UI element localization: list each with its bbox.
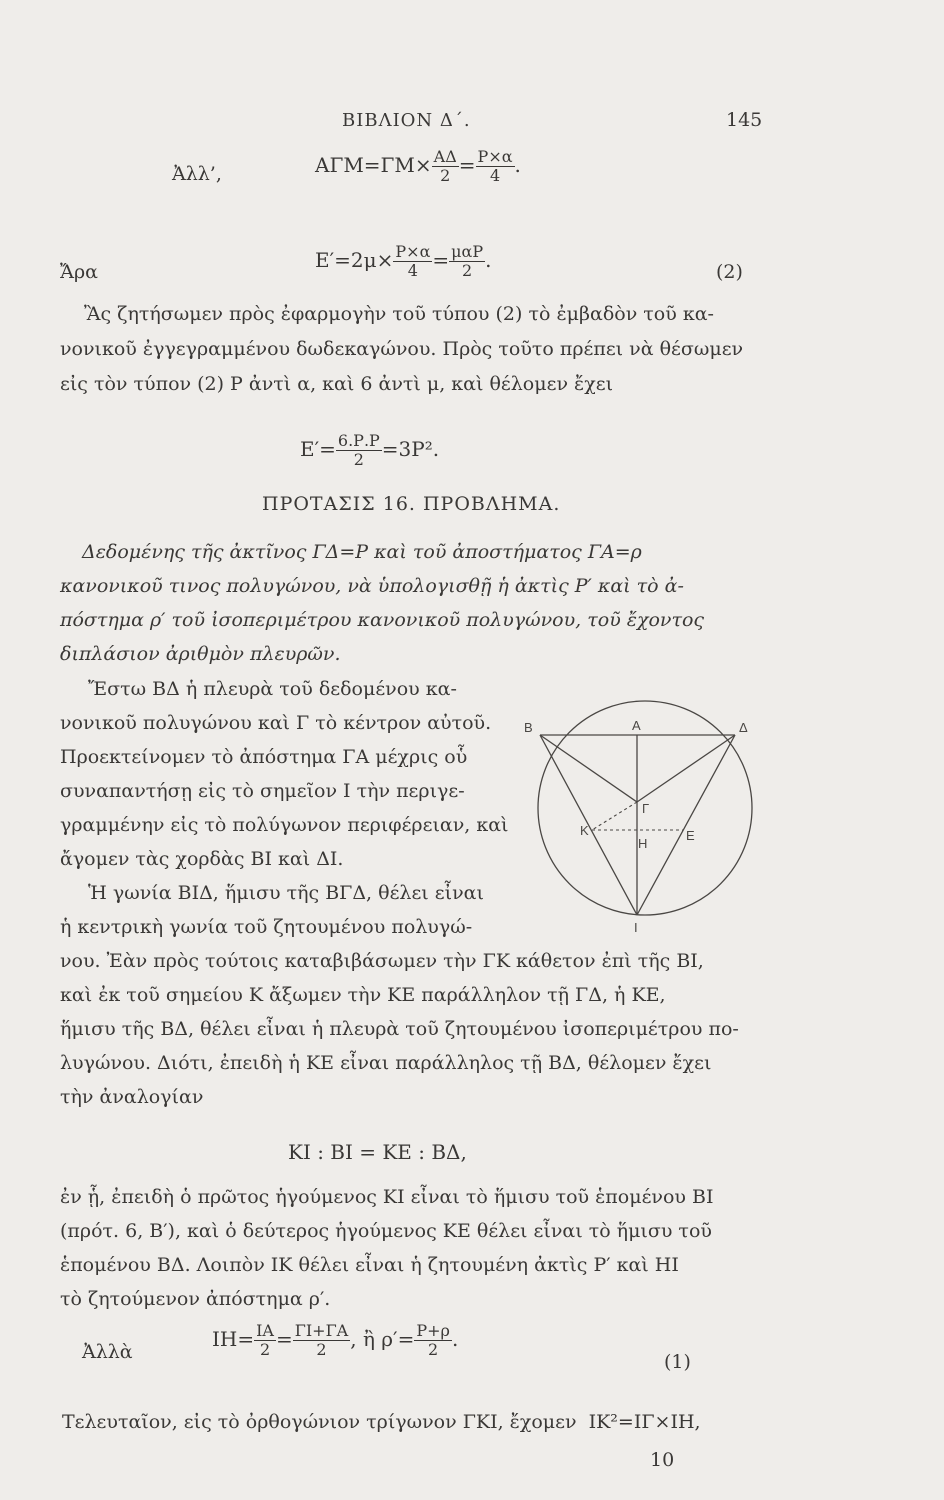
p1-line-3: εἰς τὸν τύπον (2) Ρ ἀντὶ α, καὶ 6 ἀντὶ μ, καὶ θέλομεν ἔχει [60, 373, 614, 395]
p3-line-4: καὶ ἐκ τοῦ σημείου Κ ἄξωμεν τὴν ΚΕ παράλληλον τῇ ΓΔ, ἡ ΚΕ, [60, 984, 666, 1006]
paragraph-4 [60, 1180, 713, 1316]
problem-line-2: κανονικοῦ τινος πολυγώνου, νὰ ὑπολογισθῇ ἡ ἀκτὶς Ρ′ καὶ τὸ ἀ- [60, 575, 684, 597]
eq2-f2-num: μαΡ [451, 242, 484, 261]
eq2-f2-den: 2 [462, 261, 473, 280]
eq1-mid: = [458, 153, 476, 177]
p4-line-3: ἑπομένου ΒΔ. Λοιπὸν ΙΚ θέλει εἶναι ἡ ζητουμένη ἀκτὶς Ρ′ καὶ ΗΙ [60, 1254, 679, 1276]
equation-3 [300, 432, 439, 469]
eq2-fraction-2 [449, 243, 485, 280]
eq5-label: Ἀλλὰ [82, 1341, 133, 1363]
label-G: Γ [642, 801, 650, 816]
p4-line-1: ἐν ᾗ, ἐπειδὴ ὁ πρῶτος ἡγούμενος ΚΙ εἶναι τὸ ἥμισυ τοῦ ἑπομένου ΒΙ [60, 1186, 714, 1208]
eq5-f3-num: Ρ+ρ [416, 1321, 450, 1340]
p2-line-3: Προεκτείνομεν τὸ ἀπόστημα ΓΑ μέχρις οὗ [60, 746, 468, 768]
p3-line-5: ἥμισυ τῆς ΒΔ, θέλει εἶναι ἡ πλευρὰ τοῦ ζητουμένου ἰσοπεριμέτρου πο- [60, 1018, 739, 1040]
eq3-lhs: Ε′= [300, 437, 336, 461]
eq1-end: . [514, 153, 521, 177]
eq2-f1-den: 4 [407, 261, 418, 280]
paragraph-2 [60, 672, 509, 876]
paragraph-1 [60, 297, 743, 402]
eq5-mid2: , ἢ ρ′= [350, 1327, 415, 1351]
eq3-rhs: =3Ρ². [381, 437, 440, 461]
p3-line-2: ἡ κεντρικὴ γωνία τοῦ ζητουμένου πολυγώ- [60, 916, 473, 938]
label-K: Κ [580, 823, 589, 838]
eq5-tag: (1) [664, 1351, 691, 1373]
eq5-f1-den: 2 [259, 1340, 271, 1359]
eq5-end: . [451, 1327, 459, 1351]
problem-line-3: πόστημα ρ′ τοῦ ἰσοπεριμέτρου κανονικοῦ πολυγώνου, τοῦ ἔχοντος [60, 609, 705, 631]
last-line [62, 1410, 701, 1435]
eq5-lhs: ΙΗ= [212, 1327, 255, 1351]
eq1-f1-den: 2 [440, 166, 451, 185]
eq3-fraction [336, 432, 382, 469]
eq5-f2-den: 2 [316, 1340, 327, 1359]
eq1-fraction-2 [476, 148, 515, 185]
eq2-fraction-1 [393, 243, 432, 280]
p1-line-1: Ἂς ζητήσωμεν πρὸς ἐφαρμογὴν τοῦ τύπου (2) τὸ ἐμβαδὸν τοῦ κα- [84, 303, 714, 325]
p2-line-6: ἄγομεν τὰς χορδὰς ΒΙ καὶ ΔΙ. [60, 848, 344, 870]
label-D: Δ [739, 720, 748, 735]
label-H: Η [638, 836, 648, 851]
p3-line-6: λυγώνου. Διότι, ἐπειδὴ ἡ ΚΕ εἶναι παράλληλος τῇ ΒΔ, θέλομεν ἔχει [60, 1052, 712, 1074]
segment-GD [637, 735, 735, 802]
eq5-f3-den: 2 [428, 1340, 439, 1359]
problem-line-4: διπλάσιον ἀριθμὸν πλευρῶν. [60, 643, 341, 665]
eq1-f1-num: ΑΔ [433, 147, 457, 166]
eq2-tag: (2) [716, 261, 743, 283]
proposition-heading: ΠΡΟΤΑΣΙΣ 16. ΠΡΟΒΛΗΜΑ. [262, 493, 561, 515]
eq2-f1-num: Ρ×α [395, 242, 431, 261]
eq1-fraction-1 [432, 148, 459, 185]
p2-line-2: νονικοῦ πολυγώνου καὶ Γ τὸ κέντρον αὐτοῦ. [60, 712, 492, 734]
last-line-text: Τελευταῖον, εἰς τὸ ὀρθογώνιον τρίγωνον ΓΚΙ, ἔχομεν [62, 1411, 577, 1433]
eq2-mid: = [432, 248, 450, 272]
eq5-f2-num: ΓΙ+ΓΑ [294, 1321, 349, 1340]
eq5-fraction-1 [254, 1322, 276, 1359]
signature-mark: 10 [650, 1449, 675, 1471]
problem-statement [60, 535, 704, 671]
label-A: Α [632, 718, 641, 733]
equation-4: ΚΙ : ΒΙ = ΚΕ : ΒΔ, [288, 1140, 467, 1164]
page-number: 145 [726, 109, 763, 131]
chord-DI [637, 735, 735, 915]
equation-5 [212, 1322, 458, 1359]
eq1-f2-den: 4 [489, 166, 501, 185]
running-title: ΒΙΒΛΙΟΝ Δ΄. [342, 110, 471, 131]
p4-line-2: (πρότ. 6, Β′), καὶ ὁ δεύτερος ἡγούμενος ΚΕ θέλει εἶναι τὸ ἥμισυ τοῦ [60, 1220, 712, 1242]
eq5-fraction-2 [293, 1322, 350, 1359]
eq1-label: Ἀλλ’, [172, 163, 222, 185]
segment-GK [592, 802, 637, 830]
label-B: Β [524, 720, 533, 735]
eq2-lhs: Ε′=2μ× [315, 248, 394, 272]
eq2-label: Ἄρα [60, 261, 98, 283]
eq5-fraction-3 [414, 1322, 452, 1359]
label-E: Ε [686, 828, 695, 843]
p3-line-7: τὴν ἀναλογίαν [60, 1086, 204, 1108]
eq3-f-num: 6.Ρ.Ρ [337, 431, 380, 450]
p2-line-4: συναπαντήσῃ εἰς τὸ σημεῖον Ι τὴν περιγε- [60, 780, 465, 802]
equation-2 [315, 243, 491, 280]
p2-line-1: Ἔστω ΒΔ ἡ πλευρὰ τοῦ δεδομένου κα- [88, 678, 457, 700]
p4-line-4: τὸ ζητούμενον ἀπόστημα ρ′. [60, 1288, 331, 1310]
p2-line-5: γραμμένην εἰς τὸ πολύγωνον περιφέρειαν, καὶ [60, 814, 509, 836]
p1-line-2: νονικοῦ ἐγγεγραμμένου δωδεκαγώνου. Πρὸς τοῦτο πρέπει νὰ θέσωμεν [60, 338, 744, 360]
eq1-lhs: ΑΓΜ=ΓΜ× [315, 153, 432, 177]
eq5-mid: = [275, 1327, 293, 1351]
eq5-f1-num: ΙΑ [256, 1321, 274, 1340]
equation-1 [315, 148, 521, 185]
p3-line-1: Ἡ γωνία ΒΙΔ, ἥμισυ τῆς ΒΓΔ, θέλει εἶναι [88, 882, 484, 904]
eq1-f2-num: Ρ×α [477, 147, 513, 166]
p3-line-3: νου. Ἐὰν πρὸς τούτοις καταβιβάσωμεν τὴν ΓΚ κάθετον ἐπὶ τῆς ΒΙ, [60, 950, 704, 972]
eq3-f-den: 2 [353, 450, 364, 469]
geometry-figure [520, 690, 770, 940]
problem-line-1: Δεδομένης τῆς ἀκτῖνος ΓΔ=Ρ καὶ τοῦ ἀποστήματος ΓΑ=ρ [82, 541, 642, 563]
label-I: Ι [634, 920, 638, 935]
eq2-end: . [485, 248, 492, 272]
segment-GB [540, 735, 637, 802]
last-line-formula: ΙΚ²=ΙΓ×ΙΗ, [588, 1411, 701, 1433]
